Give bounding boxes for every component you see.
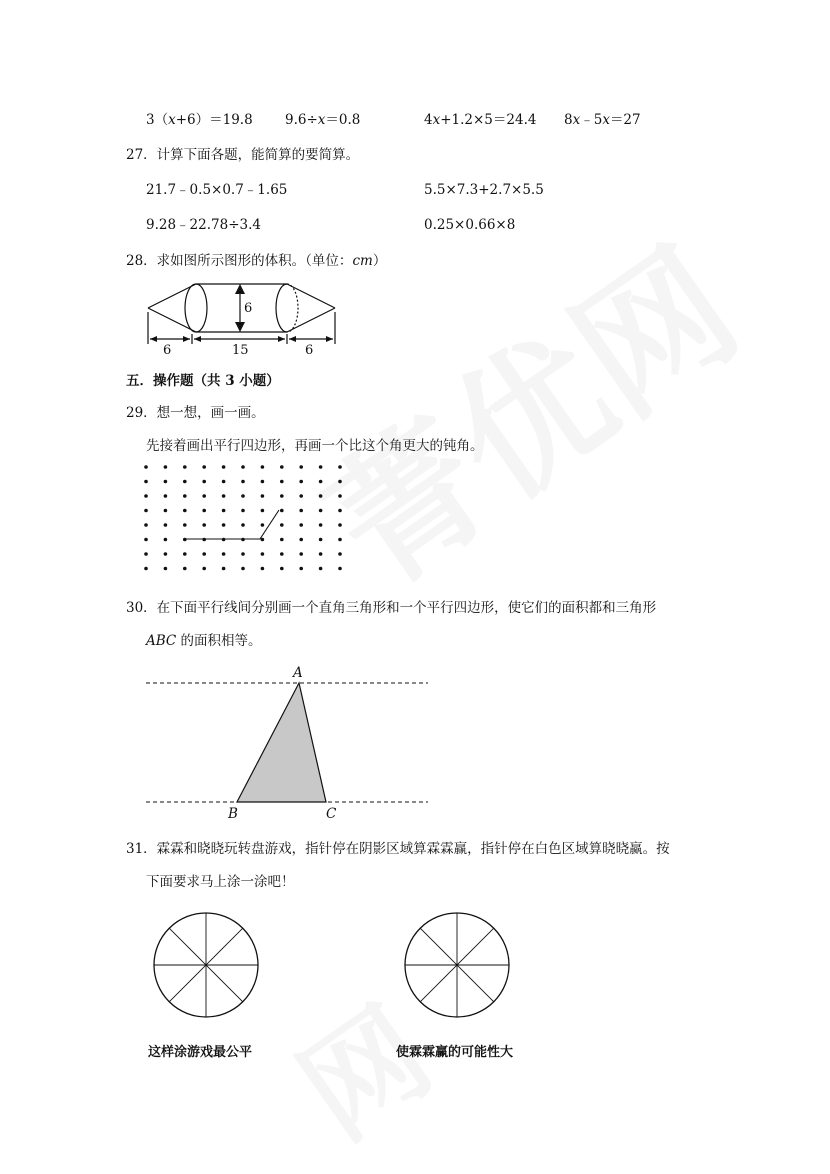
grid-dot [144, 567, 148, 571]
grid-dot [183, 494, 187, 498]
grid-dot [261, 480, 265, 484]
q27-calc-3: 9.28﹣22.78÷3.4 [146, 217, 261, 233]
q31-line2: 下面要求马上涂一涂吧！ [146, 874, 295, 890]
grid-dot [144, 509, 148, 513]
grid-dot [202, 465, 206, 469]
grid-dot [144, 465, 148, 469]
q29-instruction: 先接着画出平行四边形，再画一个比这个角更大的钝角。 [146, 438, 484, 454]
grid-dot [261, 494, 265, 498]
grid-dot [164, 552, 168, 556]
vertex-a-label: A [293, 665, 303, 681]
grid-dot [280, 509, 284, 513]
grid-dot [144, 538, 148, 542]
q27-calc-4: 0.25×0.66×8 [424, 217, 516, 233]
grid-dot [164, 494, 168, 498]
spinner-right-caption: 使霖霖赢的可能性大 [396, 1045, 514, 1060]
grid-dot [261, 552, 265, 556]
grid-dot [183, 538, 187, 542]
grid-dot [241, 538, 245, 542]
grid-dot [280, 552, 284, 556]
q31-line1: 31．霖霖和晓晓玩转盘游戏，指针停在阴影区域算霖霖赢，指针停在白色区域算晓晓赢。按 [126, 841, 670, 857]
grid-dot [164, 523, 168, 527]
q30-line2: ABC 的面积相等。 [146, 633, 262, 649]
spinner-right-divider [420, 928, 494, 1002]
dim-right-label: 6 [305, 343, 314, 358]
grid-dot [261, 523, 265, 527]
grid-dot [222, 465, 226, 469]
grid-dot [319, 538, 323, 542]
q27-calc-2: 5.5×7.3+2.7×5.5 [424, 182, 544, 198]
grid-dot [202, 494, 206, 498]
grid-dot [241, 552, 245, 556]
grid-dot [202, 509, 206, 513]
grid-dot [280, 465, 284, 469]
spinner-left-divider [169, 928, 243, 1002]
grid-dot [280, 538, 284, 542]
equation-3: 4x+1.2×5＝24.4 [424, 112, 537, 128]
grid-dot [222, 567, 226, 571]
dim-mid-label: 15 [232, 343, 249, 358]
dim-left-label: 6 [163, 343, 172, 358]
triangle-abc [237, 683, 326, 802]
grid-dot [144, 494, 148, 498]
grid-dot [299, 567, 303, 571]
grid-dot [164, 538, 168, 542]
grid-dot [222, 538, 226, 542]
grid-dot [183, 465, 187, 469]
grid-dot [164, 465, 168, 469]
grid-dot [144, 523, 148, 527]
grid-dot [183, 509, 187, 513]
spinner-left-caption: 这样涂游戏最公平 [148, 1045, 253, 1060]
grid-dot [144, 480, 148, 484]
grid-dot [183, 552, 187, 556]
grid-dot [261, 538, 265, 542]
grid-dot [319, 567, 323, 571]
spinner-left-circle [154, 913, 258, 1017]
grid-dot [202, 538, 206, 542]
grid-dot [202, 552, 206, 556]
q28-title: 28．求如图所示图形的体积。（单位：cm） [126, 253, 387, 269]
dim-height-label: 6 [244, 301, 253, 316]
grid-dot [299, 523, 303, 527]
equation-2: 9.6÷x＝0.8 [285, 112, 361, 128]
grid-dot [261, 509, 265, 513]
grid-dot [164, 567, 168, 571]
q27-calc-1: 21.7﹣0.5×0.7﹣1.65 [146, 182, 288, 198]
spinner-right-circle [405, 913, 509, 1017]
grid-dot [202, 480, 206, 484]
grid-dot [319, 523, 323, 527]
grid-dot [222, 494, 226, 498]
q27-title: 27．计算下面各题，能简算的要简算。 [126, 147, 360, 163]
spinner-left-divider [169, 928, 243, 1002]
grid-dot [280, 523, 284, 527]
grid-dot [299, 509, 303, 513]
grid-dot [280, 480, 284, 484]
grid-dot [241, 523, 245, 527]
grid-dot [222, 523, 226, 527]
grid-dot [183, 523, 187, 527]
grid-dot [202, 567, 206, 571]
grid-dot [299, 552, 303, 556]
grid-dot [241, 494, 245, 498]
watermark-bottom [262, 961, 459, 1171]
grid-dot [280, 494, 284, 498]
grid-dot [338, 567, 342, 571]
grid-dot [319, 552, 323, 556]
equation-1: 3（x+6）＝19.8 [146, 112, 253, 128]
grid-dot [241, 480, 245, 484]
section-5-title: 五．操作题（共 3 小题） [126, 373, 280, 389]
grid-dot [144, 552, 148, 556]
vertex-b-label: B [228, 806, 238, 822]
grid-dot [183, 480, 187, 484]
grid-dot [280, 567, 284, 571]
q29-title: 29．想一想，画一画。 [126, 405, 265, 421]
grid-dot [241, 567, 245, 571]
grid-dot [261, 567, 265, 571]
vertex-c-label: C [326, 806, 337, 822]
equation-4: 8x﹣5x＝27 [564, 112, 641, 128]
grid-dot [222, 509, 226, 513]
grid-dot [241, 465, 245, 469]
grid-dot [299, 494, 303, 498]
grid-dot [241, 509, 245, 513]
grid-dot [261, 465, 265, 469]
grid-dot [164, 480, 168, 484]
grid-dot [202, 523, 206, 527]
spinner-right-divider [420, 928, 494, 1002]
grid-dot [222, 480, 226, 484]
grid-dot [338, 552, 342, 556]
grid-dot [183, 567, 187, 571]
grid-dot [299, 538, 303, 542]
grid-dot [222, 552, 226, 556]
q30-line1: 30．在下面平行线间分别画一个直角三角形和一个平行四边形，使它们的面积都和三角形 [126, 600, 657, 616]
grid-dot [164, 509, 168, 513]
